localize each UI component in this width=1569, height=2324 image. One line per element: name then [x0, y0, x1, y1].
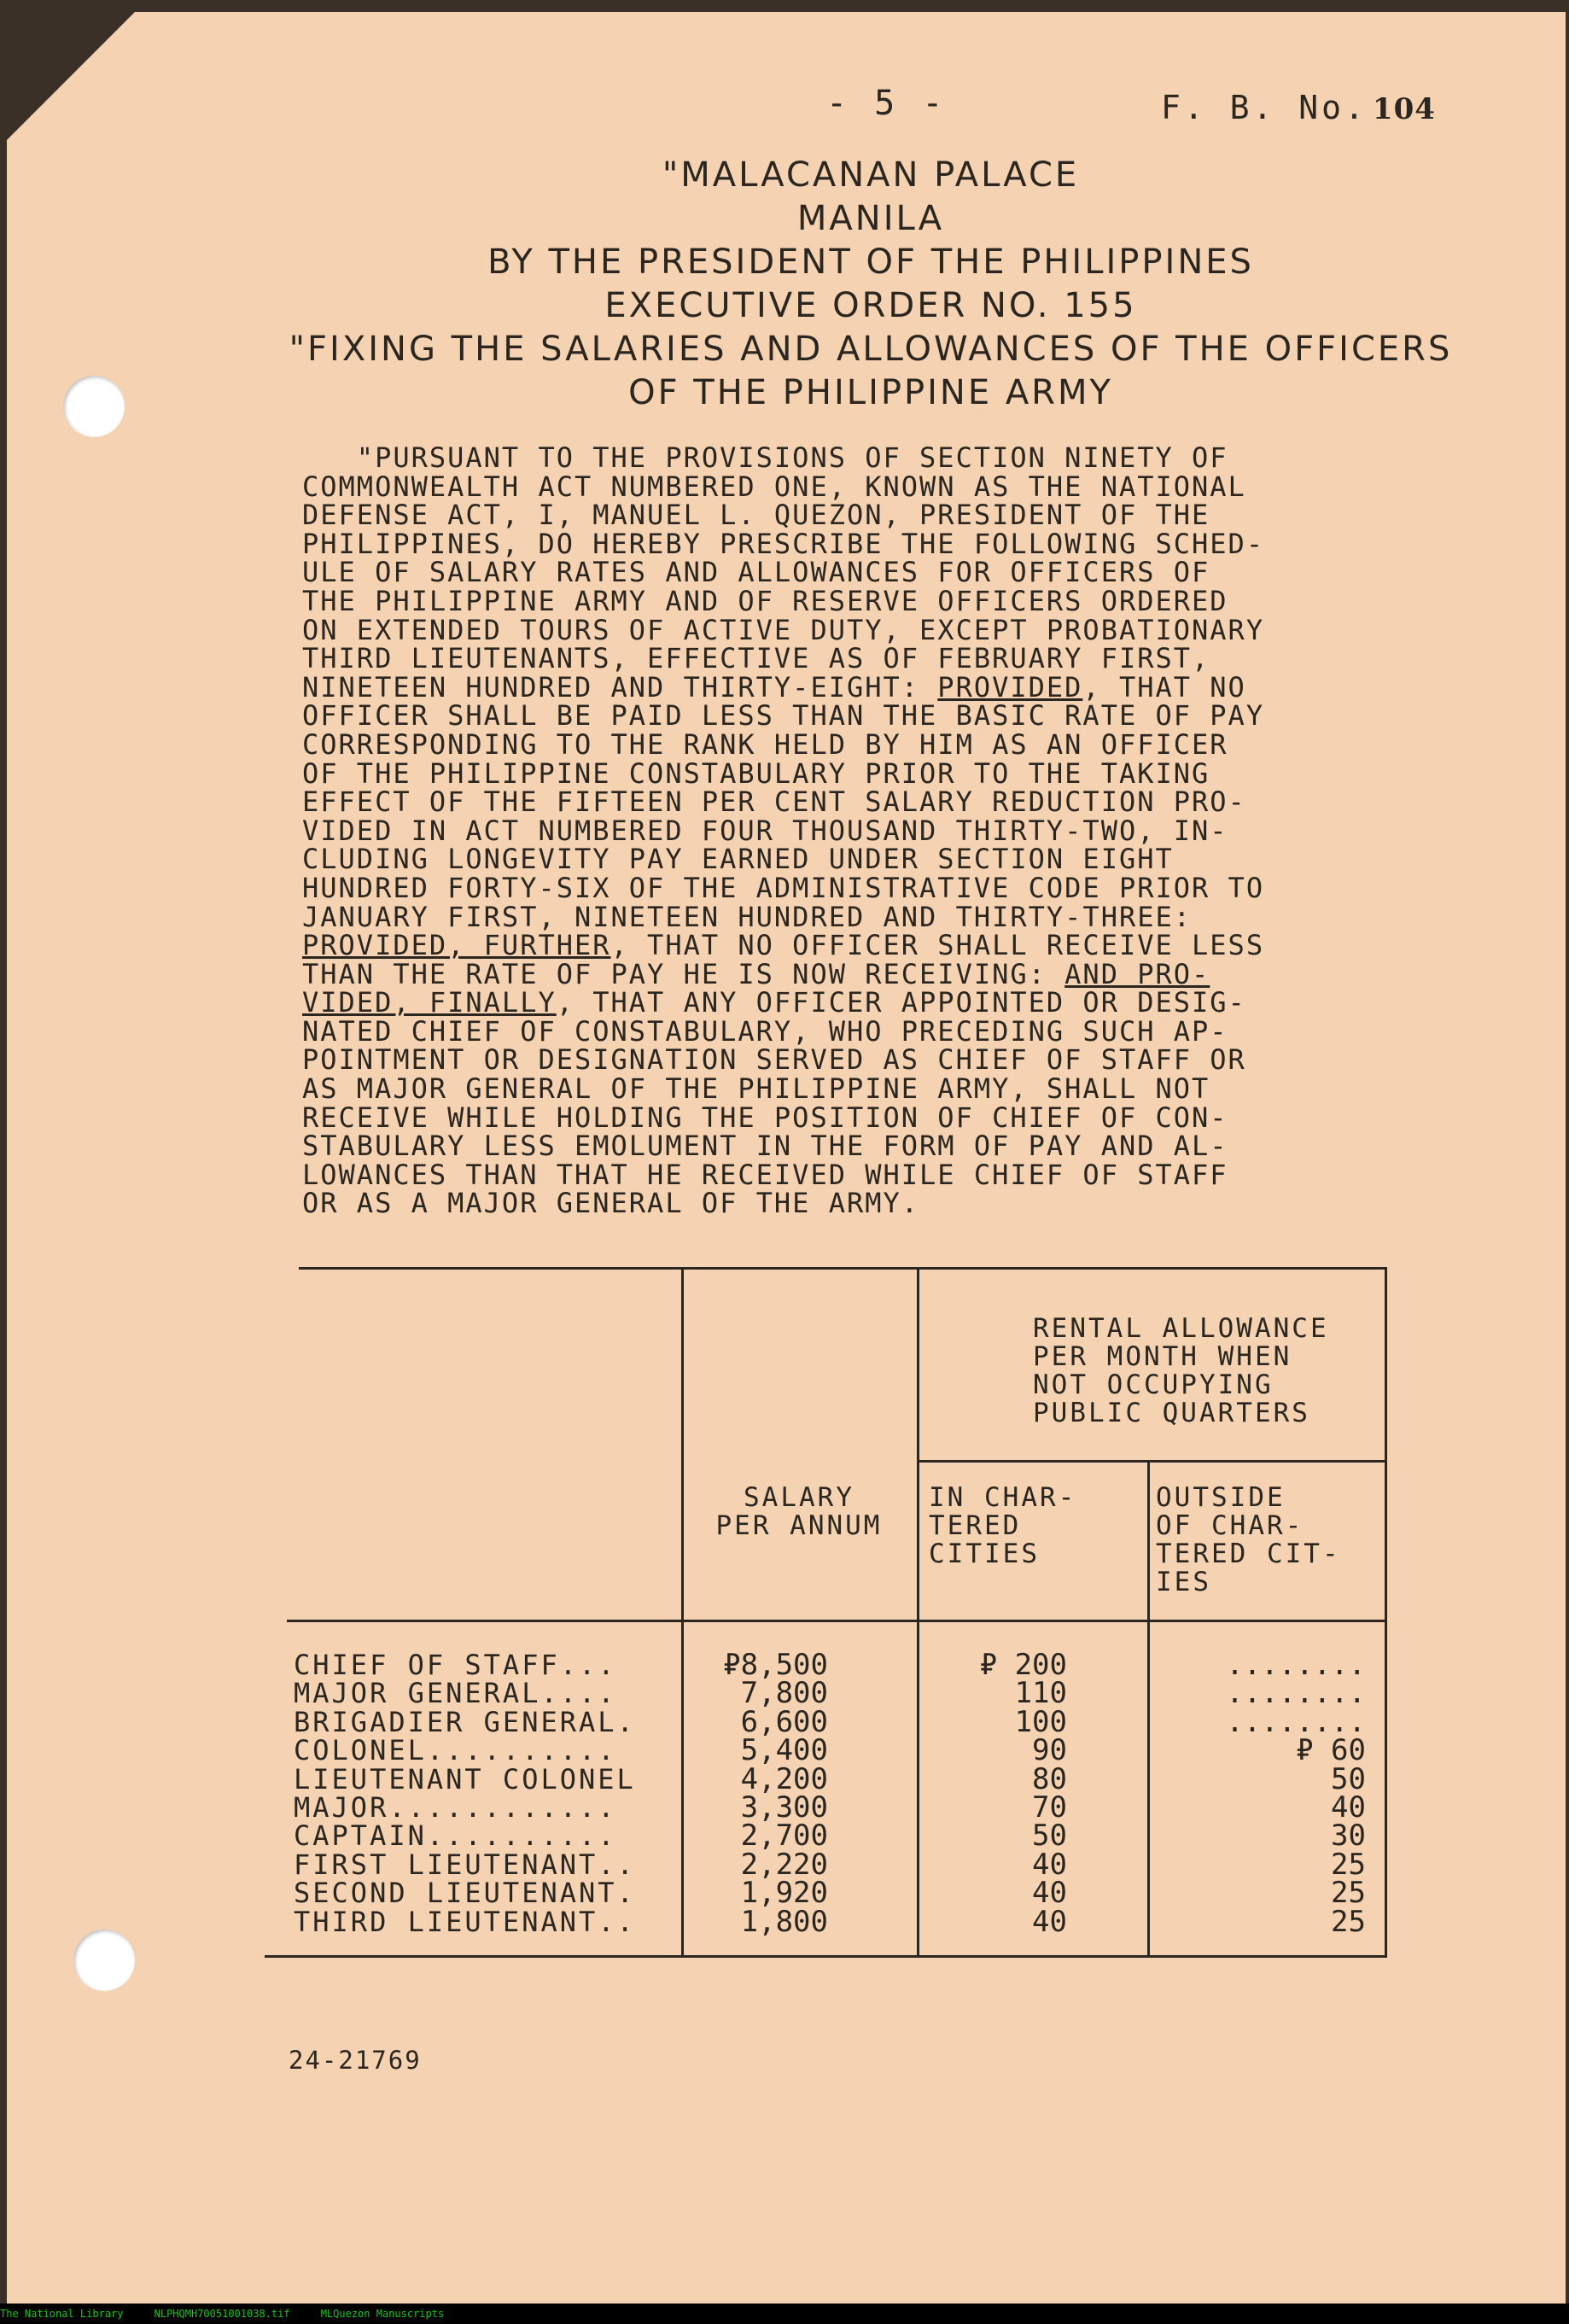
table-cell: 80 [1032, 1761, 1067, 1796]
rental-column-rule [917, 1267, 919, 1955]
table-cell: 4,200 [740, 1761, 828, 1796]
table-bottom-rule [265, 1955, 1387, 1958]
header-order-number: EXECUTIVE ORDER NO. 155 [604, 286, 1137, 325]
rank-column [294, 1651, 636, 1936]
outside-column-rule [1147, 1460, 1150, 1955]
footer-collection: MLQuezon Manuscripts [320, 2308, 445, 2320]
list-item: BRIGADIER GENERAL. [294, 1705, 636, 1738]
table-header-rule [287, 1620, 1387, 1622]
table-cell: 40 [1331, 1790, 1366, 1825]
header-authority: BY THE PRESIDENT OF THE PHILIPPINES [487, 242, 1254, 282]
table-cell: 40 [1032, 1876, 1067, 1911]
table-cell: ........ [1226, 1704, 1366, 1739]
table-cell: 5,400 [740, 1733, 828, 1768]
table-cell: 110 [1014, 1676, 1067, 1711]
table-cell: 1,800 [740, 1904, 828, 1939]
salary-table [265, 1267, 1400, 1967]
table-cell: 25 [1331, 1876, 1366, 1911]
list-item: COLONEL.......... [294, 1734, 617, 1767]
table-cell: ₽ 60 [1296, 1733, 1366, 1768]
table-right-rule [1385, 1267, 1387, 1955]
document-header [282, 154, 1460, 415]
table-cell: 40 [1032, 1904, 1067, 1939]
table-cell: 25 [1331, 1847, 1366, 1882]
table-cell: 1,920 [740, 1876, 828, 1911]
punch-hole-bottom [73, 1930, 135, 1991]
list-item: FIRST LIEUTENANT.. [294, 1848, 636, 1881]
table-cell: 50 [1331, 1761, 1366, 1796]
table-cell: 100 [1014, 1704, 1067, 1739]
table-cell: 7,800 [740, 1676, 828, 1711]
footer-library: The National Library [0, 2308, 124, 2320]
table-cell: ........ [1226, 1676, 1366, 1711]
fb-number-value: 104 [1372, 92, 1436, 126]
list-item: THIRD LIEUTENANT.. [294, 1905, 636, 1938]
page-number: - 5 - [826, 84, 947, 123]
table-cell: 6,600 [740, 1704, 828, 1739]
header-title-cont: OF THE PHILIPPINE ARMY [628, 373, 1113, 412]
table-cell: 90 [1032, 1733, 1067, 1768]
table-cell: 40 [1032, 1847, 1067, 1882]
list-item: MAJOR............ [294, 1791, 617, 1825]
list-item: SECOND LIEUTENANT. [294, 1877, 636, 1910]
list-item: CAPTAIN.......... [294, 1819, 617, 1853]
table-cell: 25 [1331, 1904, 1366, 1939]
table-cell: 3,300 [740, 1790, 828, 1825]
footer-filename: NLPHQMH70051001038.tif [154, 2308, 290, 2320]
table-cell: 70 [1032, 1790, 1067, 1825]
header-city: MANILA [796, 199, 945, 238]
table-cell: 2,700 [740, 1819, 828, 1854]
fb-label: F. B. No. [1161, 89, 1368, 126]
salary-column-rule [681, 1267, 684, 1955]
order-body: "PURSUANT TO THE PROVISIONS OF SECTION NINETY OF COMMONWEALTH ACT NUMBERED ONE, KNOWN AS THE NATIONAL DEFENSE ACT, I, MANUEL L. QUEZON, PRESIDENT OF THE PHILIPPINES, DO HEREBY PRESCRIBE THE FOLLOWING SCHED- ULE OF SALARY RATES AND ALLOWANCES FOR OFFICERS OF THE PHILIPPINE ARMY AND OF RESERVE OFFICERS ORDERED ON EXTENDED TOURS OF ACTIVE DUTY, EXCEPT PROBATIONARY THIRD LIEUTENANTS, EFFECTIVE AS OF FEBRUARY FIRST, NINETEEN HUNDRED AND THIRTY-EIGHT: PROVIDED, THAT NO OFFICER SHALL BE PAID LESS THAN THE BASIC RATE OF PAY CORRESPONDING TO THE RANK HELD BY HIM AS AN OFFICER OF THE PHILIPPINE CONSTABULARY PRIOR TO THE TAKING EFFECT OF THE FIFTEEN PER CENT SALARY REDUCTION PRO- VIDED IN ACT NUMBERED FOUR THOUSAND THIRTY-TWO, IN- CLUDING LONGEVITY PAY EARNED UNDER SECTION EIGHT HUNDRED FORTY-SIX OF THE ADMINISTRATIVE CODE PRIOR TO JANUARY FIRST, NINETEEN HUNDRED AND THIRTY-THREE: PROVIDED, FURTHER, THAT NO OFFICER SHALL RECEIVE LESS THAN THE RATE OF PAY HE IS NOW RECEIVING: AND PRO- VIDED, FINALLY, THAT ANY OFFICER APPOINTED OR DESIG- NATED CHIEF OF CONSTABULARY, WHO PRECEDING SUCH AP- POINTMENT OR DESIGNATION SERVED AS CHIEF OF STAFF OR AS MAJOR GENERAL OF THE PHILIPPINE ARMY, SHALL NOT RECEIVE WHILE HOLDING THE POSITION OF CHIEF OF CON- STABULARY LESS EMOLUMENT IN THE FORM OF PAY AND AL- LOWANCES THAN THAT HE RECEIVED WHILE CHIEF OF STAFF OR AS A MAJOR GENERAL OF THE ARMY. [302, 441, 1265, 1220]
salary-column [691, 1648, 828, 1939]
outside-chartered-cities-header: OUTSIDE OF CHAR- TERED CIT- IES [1156, 1482, 1341, 1597]
table-cell: 2,220 [740, 1847, 828, 1882]
punch-hole-top [63, 376, 125, 437]
fb-number [1161, 89, 1436, 126]
in-chartered-column [948, 1648, 1067, 1939]
outside-chartered-column [1161, 1648, 1366, 1939]
salary-header: SALARY PER ANNUM [715, 1482, 883, 1541]
rental-allowance-header: RENTAL ALLOWANCE PER MONTH WHEN NOT OCCUPYING PUBLIC QUARTERS [1033, 1313, 1329, 1428]
rental-header-rule [917, 1460, 1387, 1463]
table-cell: ₽8,500 [723, 1648, 828, 1682]
in-chartered-cities-header: IN CHAR- TERED CITIES [929, 1482, 1077, 1569]
table-cell: ........ [1226, 1648, 1366, 1682]
document-code: 24-21769 [289, 2046, 422, 2075]
table-top-rule [299, 1267, 1387, 1270]
header-palace: "MALACANAN PALACE [662, 155, 1080, 195]
table-cell: ₽ 200 [979, 1648, 1067, 1682]
list-item: CHIEF OF STAFF... [294, 1649, 617, 1681]
list-item: MAJOR GENERAL.... [294, 1677, 617, 1710]
scan-footer [0, 2304, 1569, 2324]
header-title: "FIXING THE SALARIES AND ALLOWANCES OF THE OFFICERS [289, 330, 1453, 369]
table-cell: 50 [1032, 1819, 1067, 1854]
table-cell: 30 [1331, 1819, 1366, 1854]
list-item: LIEUTENANT COLONEL [294, 1762, 636, 1796]
